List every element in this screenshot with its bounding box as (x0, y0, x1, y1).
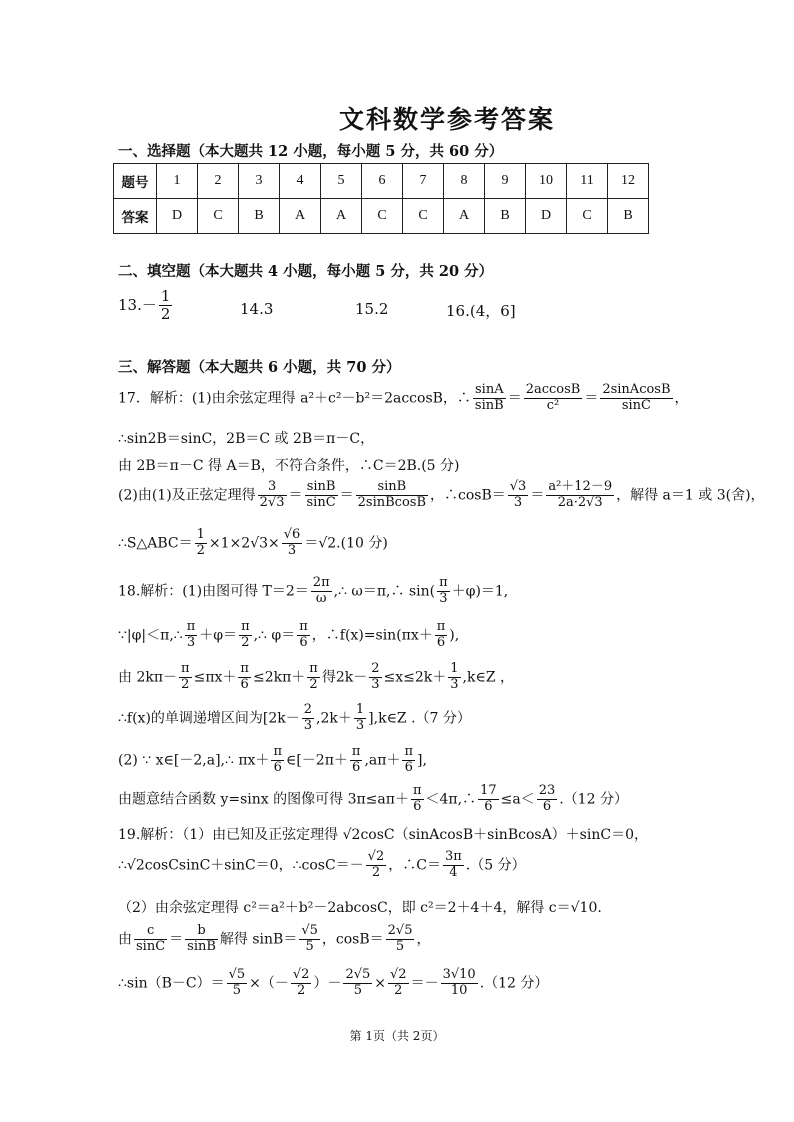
table-header-answer: 答案 (114, 199, 157, 234)
table-cell: D (526, 199, 567, 234)
table-cell: 1 (157, 164, 198, 199)
q19-line4: 由 $\frac{c}{\sin C}$ ＝ $\frac{b}{\sin B}$ 解得 sinB＝ $\frac{√5}{5}$ ，cosB＝ $\frac{2√5}{5}$ ， (118, 923, 431, 954)
table-row-answers (114, 199, 649, 234)
table-cell: A (280, 199, 321, 234)
table-cell: 7 (403, 164, 444, 199)
q19-line3: （2）由余弦定理得 c²＝a²＋b²－2abcosC，即 c²＝2＋4＋4，解得 c＝√10. (118, 900, 602, 916)
q17-line2: ∴sin2B＝sinC，2B＝C 或 2B＝π－C， (118, 431, 375, 447)
table-cell: 8 (444, 164, 485, 199)
table-cell: 2 (198, 164, 239, 199)
answer-16: 16.(4，6] (446, 302, 516, 320)
table-cell: 6 (362, 164, 403, 199)
table-cell: A (444, 199, 485, 234)
table-cell: C (567, 199, 608, 234)
q18-line6: 由题意结合函数 y=sinx 的图像可得 3π≤aπ＋ $\frac{\pi}{6}$ ＜4π,∴ $\frac{17}{6}$ ≤a＜ $\frac{23}{6}$ .（12 分） (118, 783, 628, 814)
table-cell: 4 (280, 164, 321, 199)
section-heading-fill: 二、填空题（本大题共 4 小题，每小题 5 分，共 20 分） (118, 263, 494, 280)
table-cell: C (362, 199, 403, 234)
q17-line3: 由 2B＝π－C 得 A＝B，不符合条件，∴C＝2B.(5 分) (118, 458, 460, 474)
table-row-numbers (114, 164, 649, 199)
section-heading-choice: 一、选择题（本大题共 12 小题，每小题 5 分，共 60 分） (118, 143, 504, 160)
answer-15: 15.2 (355, 300, 389, 318)
q19-line2: ∴√2cosCsinC＋sinC＝0，∴cosC＝－ $\frac{√2}{2}$ ，∴C＝ $\frac{3\pi}{4}$ .（5 分） (118, 849, 526, 880)
table-cell: C (198, 199, 239, 234)
q18-line2: ∵|φ|＜π,∴ $\frac{\pi}{3}$ ＋φ＝ $\frac{\pi}{2}$ ,∴ φ＝ $\frac{\pi}{6}$ ，∴f(x)=sin(πx＋ $\frac{\pi}{6}$ ), (118, 619, 460, 650)
q18-line1: 18.解析：(1)由图可得 T＝2＝ $\frac{2\pi}{\omega}$ ,∴ ω＝π,∴ sin( $\frac{\pi}{3}$ ＋φ)＝1, (118, 575, 509, 606)
table-cell: B (239, 199, 280, 234)
answer-table (113, 163, 649, 234)
table-cell: B (608, 199, 649, 234)
q17-line5: ∴S△ABC＝ $\frac{1}{2}$ ×1×2√3× $\frac{√6}{3}$ ＝√2.(10 分) (118, 527, 388, 558)
q17-line4: (2)由(1)及正弦定理得 $\frac{3}{2√3}$ ＝ $\frac{\sin B}{\sin C}$ ＝ $\frac{\sin B}{\text{2sinBcosB}}$ ，∴cosB＝ $\frac{√3}{3}$ ＝ $\frac{\text{a²＋12－9}}{2a\cdot 2√3}$ ，解得 a＝1 或 3(舍)， (118, 479, 765, 510)
table-cell: B (485, 199, 526, 234)
section-heading-solution: 三、解答题（本大题共 6 小题，共 70 分） (118, 359, 401, 376)
table-cell: 12 (608, 164, 649, 199)
q17-line1: 17．解析：(1)由余弦定理得 a²＋c²－b²＝2accosB，∴ $\frac{\sin A}{\sin B}$ ＝ $\frac{2accosB}{\text{c²}}$ ＝ $\frac{\text{2sinAcosB}}{\sin C}$ ， (118, 382, 689, 413)
q19-line5: ∴sin（B－C）＝ $\frac{√5}{5}$ ×（－ $\frac{√2}{2}$ ）－ $\frac{2√5}{5}$ × $\frac{√2}{2}$ ＝－ $\frac{3√10}{10}$ .（12 分） (118, 967, 549, 998)
table-cell: A (321, 199, 362, 234)
page-footer: 第 1页（共 2页） (349, 1029, 445, 1043)
table-cell: 5 (321, 164, 362, 199)
table-cell: 10 (526, 164, 567, 199)
q18-line3: 由 2kπ－ $\frac{\pi}{2}$ ≤πx＋ $\frac{\pi}{6}$ ≤2kπ＋ $\frac{\pi}{2}$ 得2k－ $\frac{2}{3}$ ≤x≤2k＋ $\frac{1}{3}$ ,k∈Z ， (118, 661, 515, 692)
page-title: 文科数学参考答案 (338, 105, 555, 134)
table-cell: C (403, 199, 444, 234)
fill-answers (118, 288, 174, 324)
q18-line4: ∴f(x)的单调递增区间为[2k－ $\frac{2}{3}$ ,2k＋ $\frac{1}{3}$ ],k∈Z .（7 分） (118, 702, 471, 733)
table-header-number: 题号 (114, 164, 157, 199)
table-cell: 11 (567, 164, 608, 199)
q19-line1: 19.解析：（1）由已知及正弦定理得 √2cosC（sinAcosB＋sinBcosA）＋sinC＝0， (118, 827, 648, 843)
q18-line5: (2) ∵ x∈[－2,a],∴ πx＋ $\frac{\pi}{6}$ ∈[－2π＋ $\frac{\pi}{6}$ ,aπ＋ $\frac{\pi}{6}$ ], (118, 744, 427, 775)
table-cell: D (157, 199, 198, 234)
answer-14: 14.3 (240, 300, 274, 318)
table-cell: 9 (485, 164, 526, 199)
table-cell: 3 (239, 164, 280, 199)
answer-13: 13.－ $\frac{1}{2}$ (118, 287, 171, 324)
